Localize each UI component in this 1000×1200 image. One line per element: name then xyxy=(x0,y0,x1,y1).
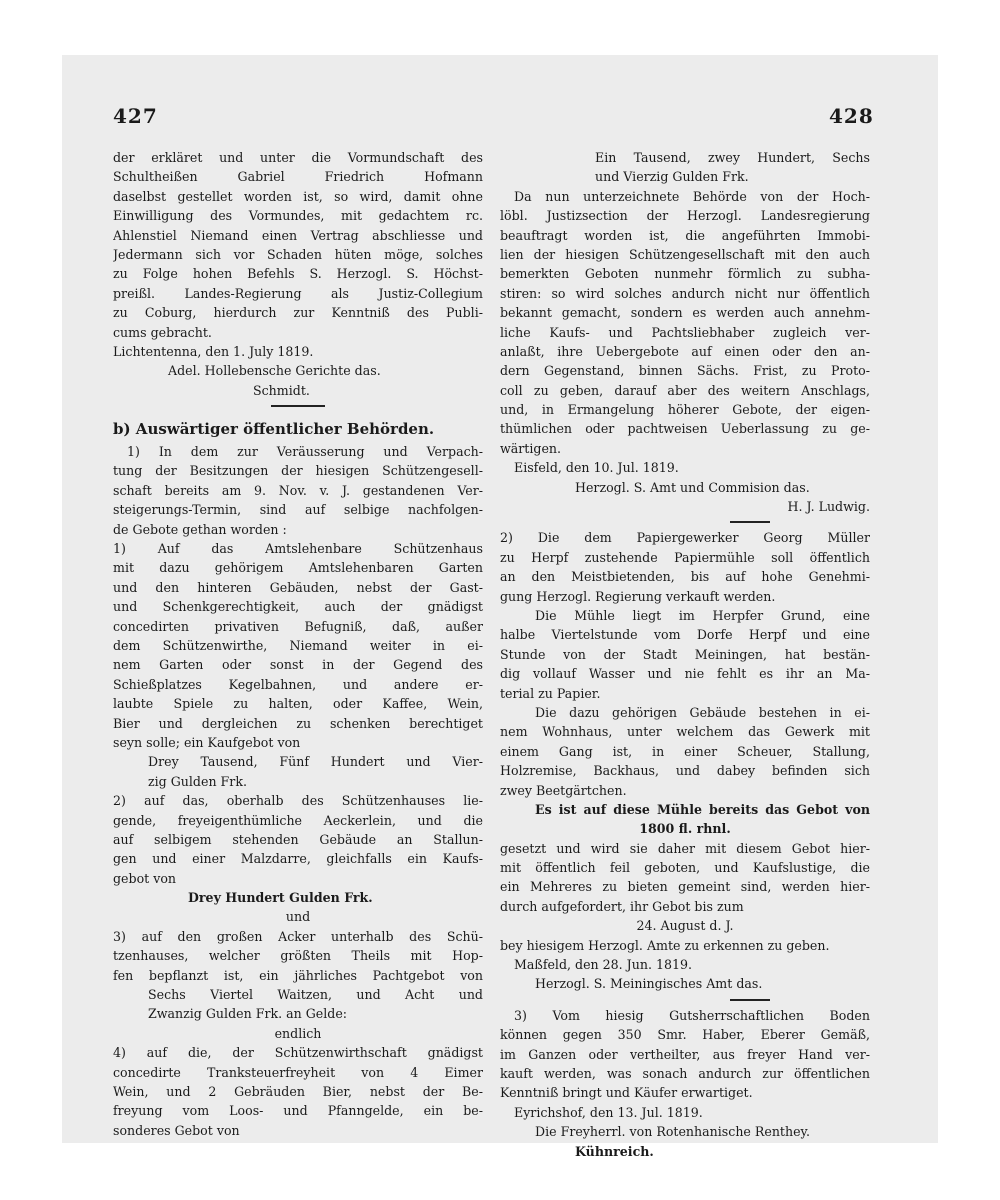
text-line: bekannt gemacht, sondern es werden auch annehm- xyxy=(500,305,870,321)
text-line: beauftragt worden ist, die angeführten Immobi- xyxy=(500,227,870,243)
signature: H. J. Ludwig. xyxy=(787,499,870,515)
text-line: fen bepflanzt ist, ein jährliches Pachtgebot von xyxy=(113,967,483,983)
place-date: Eyrichshof, den 13. Jul. 1819. xyxy=(514,1104,703,1120)
text-line: Da nun unterzeichnete Behörde von der Hoch- xyxy=(514,188,870,204)
text-line: dem Schützenwirthe, Niemand weiter in ei- xyxy=(113,637,483,653)
text-line: zu Coburg, hierdurch zur Kenntniß des Publi- xyxy=(113,305,483,321)
right-column xyxy=(500,148,870,1161)
text-line: sonderes Gebot von xyxy=(113,1122,240,1138)
bid-amount: Zwanzig Gulden Frk. an Gelde: xyxy=(148,1006,348,1022)
text-line: Bier und dergleichen zu schenken berechtiget xyxy=(113,715,483,731)
text-line: gen und einer Malzdarre, gleichfalls ein Kaufs- xyxy=(113,851,483,867)
text-line: nem Wohnhaus, unter welchem das Gewerk mit xyxy=(500,724,870,740)
text-line: Die Mühle liegt im Herpfer Grund, eine xyxy=(535,607,870,623)
text-line: 3) Vom hiesig Gutsherrschaftlichen Boden xyxy=(514,1007,870,1023)
text-line: 3) auf den großen Acker unterhalb des Schü- xyxy=(113,928,483,944)
text-line: halbe Viertelstunde vom Dorfe Herpf und eine xyxy=(500,627,870,643)
text-line: einem Gang ist, in einer Scheuer, Stallung, xyxy=(500,743,870,759)
text-line: Kenntniß bringt und Käufer erwartiget. xyxy=(500,1085,753,1101)
separator-rule xyxy=(500,516,870,528)
text-line: zwey Beetgärtchen. xyxy=(500,782,627,798)
text-line: löbl. Justizsection der Herzogl. Landesregierung xyxy=(500,208,870,224)
issuing-office: Herzogl. S. Meiningisches Amt das. xyxy=(535,976,763,992)
text-line: laubte Spiele zu halten, oder Kaffee, Wein, xyxy=(113,696,483,712)
text-line: der erkläret und unter die Vormundschaft des xyxy=(113,150,483,165)
text-line: dig vollauf Wasser und nie fehlt es ihr an Ma- xyxy=(500,666,870,682)
text-line: steigerungs-Termin, sind auf selbige nachfolgen- xyxy=(113,502,483,518)
text-line: lien der hiesigen Schützengesellschaft mit den auch xyxy=(500,246,870,262)
text-line: terial zu Papier. xyxy=(500,685,601,701)
text-line: preißl. Landes-Regierung als Justiz-Collegium xyxy=(113,285,483,301)
separator-rule xyxy=(113,400,483,412)
text-line: bey hiesigem Herzogl. Amte zu erkennen zu geben. xyxy=(500,937,830,953)
text-line: Einwilligung des Vormundes, mit gedachtem rc. xyxy=(113,208,483,224)
bid-amount: und Vierzig Gulden Frk. xyxy=(595,169,749,185)
text-line: Holzremise, Backhaus, und dabey befinden sich xyxy=(500,763,870,779)
separator-rule xyxy=(500,994,870,1006)
conjunction: endlich xyxy=(274,1025,322,1041)
signature: Kühnreich. xyxy=(575,1143,654,1159)
text-line: tzenhauses, welcher größten Theils mit Hop- xyxy=(113,948,483,964)
text-line: 1) Auf das Amtslehenbare Schützenhaus xyxy=(113,541,483,557)
text-line: 4) auf die, der Schützenwirthschaft gnädigst xyxy=(113,1045,483,1061)
text-line: Die dazu gehörigen Gebäude bestehen in ei- xyxy=(535,704,870,720)
text-line: durch aufgefordert, ihr Gebot bis zum xyxy=(500,898,744,914)
text-line: thümlichen oder pachtweisen Ueberlassung zu ge- xyxy=(500,421,870,437)
text-line: können gegen 350 Smr. Haber, Eberer Gemäß, xyxy=(500,1027,870,1043)
bid-amount: Drey Hundert Gulden Frk. xyxy=(188,890,373,906)
text-line: auf selbigem stehenden Gebäude an Stallun- xyxy=(113,831,483,847)
text-line: concedirten privativen Befugniß, daß, außer xyxy=(113,618,483,634)
text-line: an den Meistbietenden, bis auf hohe Genehmi- xyxy=(500,569,870,585)
text-line: liche Kaufs- und Pachtsliebhaber zugleich ver- xyxy=(500,324,870,340)
text-line: freyung vom Loos- und Pfanngelde, ein be- xyxy=(113,1103,483,1119)
text-line: gung Herzogl. Regierung verkauft werden. xyxy=(500,588,776,604)
text-line: mit dazu gehörigem Amtslehenbaren Garten xyxy=(113,560,483,576)
text-line: Jedermann sich vor Schaden hüten möge, solches xyxy=(113,246,483,262)
text-line: Es ist auf diese Mühle bereits das Gebot von xyxy=(535,801,870,817)
text-line: Ahlenstiel Niemand einen Vertrag abschliesse und xyxy=(113,227,483,243)
text-line: dern Gegenstand, binnen Sächs. Frist, zu Proto- xyxy=(500,363,870,379)
text-line: de Gebote gethan worden : xyxy=(113,521,287,537)
text-line: und Schenkgerechtigkeit, auch der gnädigst xyxy=(113,599,483,615)
text-line: Schultheißen Gabriel Friedrich Hofmann xyxy=(113,169,483,185)
text-line: gesetzt und wird sie daher mit diesem Gebot hier- xyxy=(500,840,870,856)
place-date: Maßfeld, den 28. Jun. 1819. xyxy=(514,957,693,973)
text-line: concedirte Tranksteuerfreyheit von 4 Eimer xyxy=(113,1064,483,1080)
text-line: schaft bereits am 9. Nov. v. J. gestandenen Ver- xyxy=(113,482,483,498)
text-line: gende, freyeigenthümliche Aeckerlein, und die xyxy=(113,812,483,828)
bid-amount: zig Gulden Frk. xyxy=(148,773,247,789)
text-line: coll zu geben, darauf aber des weitern Anschlags, xyxy=(500,382,870,398)
place-date: Lichtentenna, den 1. July 1819. xyxy=(113,343,314,359)
text-line: stiren: so wird solches andurch nicht nur öffentlich xyxy=(500,285,870,301)
text-line: gebot von xyxy=(113,870,177,886)
text-line: kauft werden, was sonach andurch zur öffentlichen xyxy=(500,1065,870,1081)
text-line: und den hinteren Gebäuden, nebst der Gast- xyxy=(113,579,483,595)
text-line: seyn solle; ein Kaufgebot von xyxy=(113,734,301,750)
text-line: 2) auf das, oberhalb des Schützenhauses lie- xyxy=(113,793,483,809)
text-line: nem Garten oder sonst in der Gegend des xyxy=(113,657,483,673)
text-line: 1) In dem zur Veräusserung und Verpach- xyxy=(127,444,483,460)
issuing-office: Die Freyherrl. von Rotenhanische Renthey. xyxy=(535,1124,811,1140)
text-line: bemerkten Geboten nunmehr förmlich zu subha- xyxy=(500,266,870,282)
text-line: wärtigen. xyxy=(500,440,562,456)
page-number-right: 428 xyxy=(829,104,874,128)
text-line: Stunde von der Stadt Meiningen, hat bestän- xyxy=(500,646,870,662)
bid-amount: Drey Tausend, Fünf Hundert und Vier- xyxy=(148,754,483,770)
text-line: zu Folge hohen Befehls S. Herzogl. S. Höchst- xyxy=(113,266,483,282)
issuing-court: Adel. Hollebensche Gerichte das. xyxy=(168,363,381,379)
text-line: Schießplatzes Kegelbahnen, und andere er- xyxy=(113,676,483,692)
bid-amount: Sechs Viertel Waitzen, und Acht und xyxy=(148,987,483,1003)
text-line: anlaßt, ihre Uebergebote auf einen oder den an- xyxy=(500,343,870,359)
conjunction: und xyxy=(285,909,311,925)
issuing-office: Herzogl. S. Amt und Commision das. xyxy=(575,479,810,495)
text-line: im Ganzen oder vertheilter, aus freyer Hand ver- xyxy=(500,1046,870,1062)
page-number-left: 427 xyxy=(113,104,158,128)
text-line: 2) Die dem Papiergewerker Georg Müller xyxy=(500,530,870,546)
text-line: daselbst gestellet worden ist, so wird, damit ohne xyxy=(113,188,483,204)
text-line: tung der Besitzungen der hiesigen Schützengesell- xyxy=(113,463,483,479)
text-line: zu Herpf zustehende Papiermühle soll öffentlich xyxy=(500,549,870,565)
place-date: Eisfeld, den 10. Jul. 1819. xyxy=(514,460,679,476)
text-line: und, in Ermangelung höherer Gebote, der eigen- xyxy=(500,402,870,418)
text-line: cums gebracht. xyxy=(113,324,212,340)
text-line: mit öffentlich feil geboten, und Kaufslustige, die xyxy=(500,860,870,876)
bid-amount: 1800 fl. rhnl. xyxy=(639,821,731,837)
left-column xyxy=(113,148,483,1140)
deadline: 24. August d. J. xyxy=(636,918,734,934)
text-line: ein Mehreres zu bieten gemeint sind, werden hier- xyxy=(500,879,870,895)
bid-amount: Ein Tausend, zwey Hundert, Sechs xyxy=(595,150,870,165)
section-heading: b) Auswärtiger öffentlicher Behörden. xyxy=(113,420,435,439)
signature: Schmidt. xyxy=(253,382,310,398)
text-line: Wein, und 2 Gebräuden Bier, nebst der Be- xyxy=(113,1083,483,1099)
